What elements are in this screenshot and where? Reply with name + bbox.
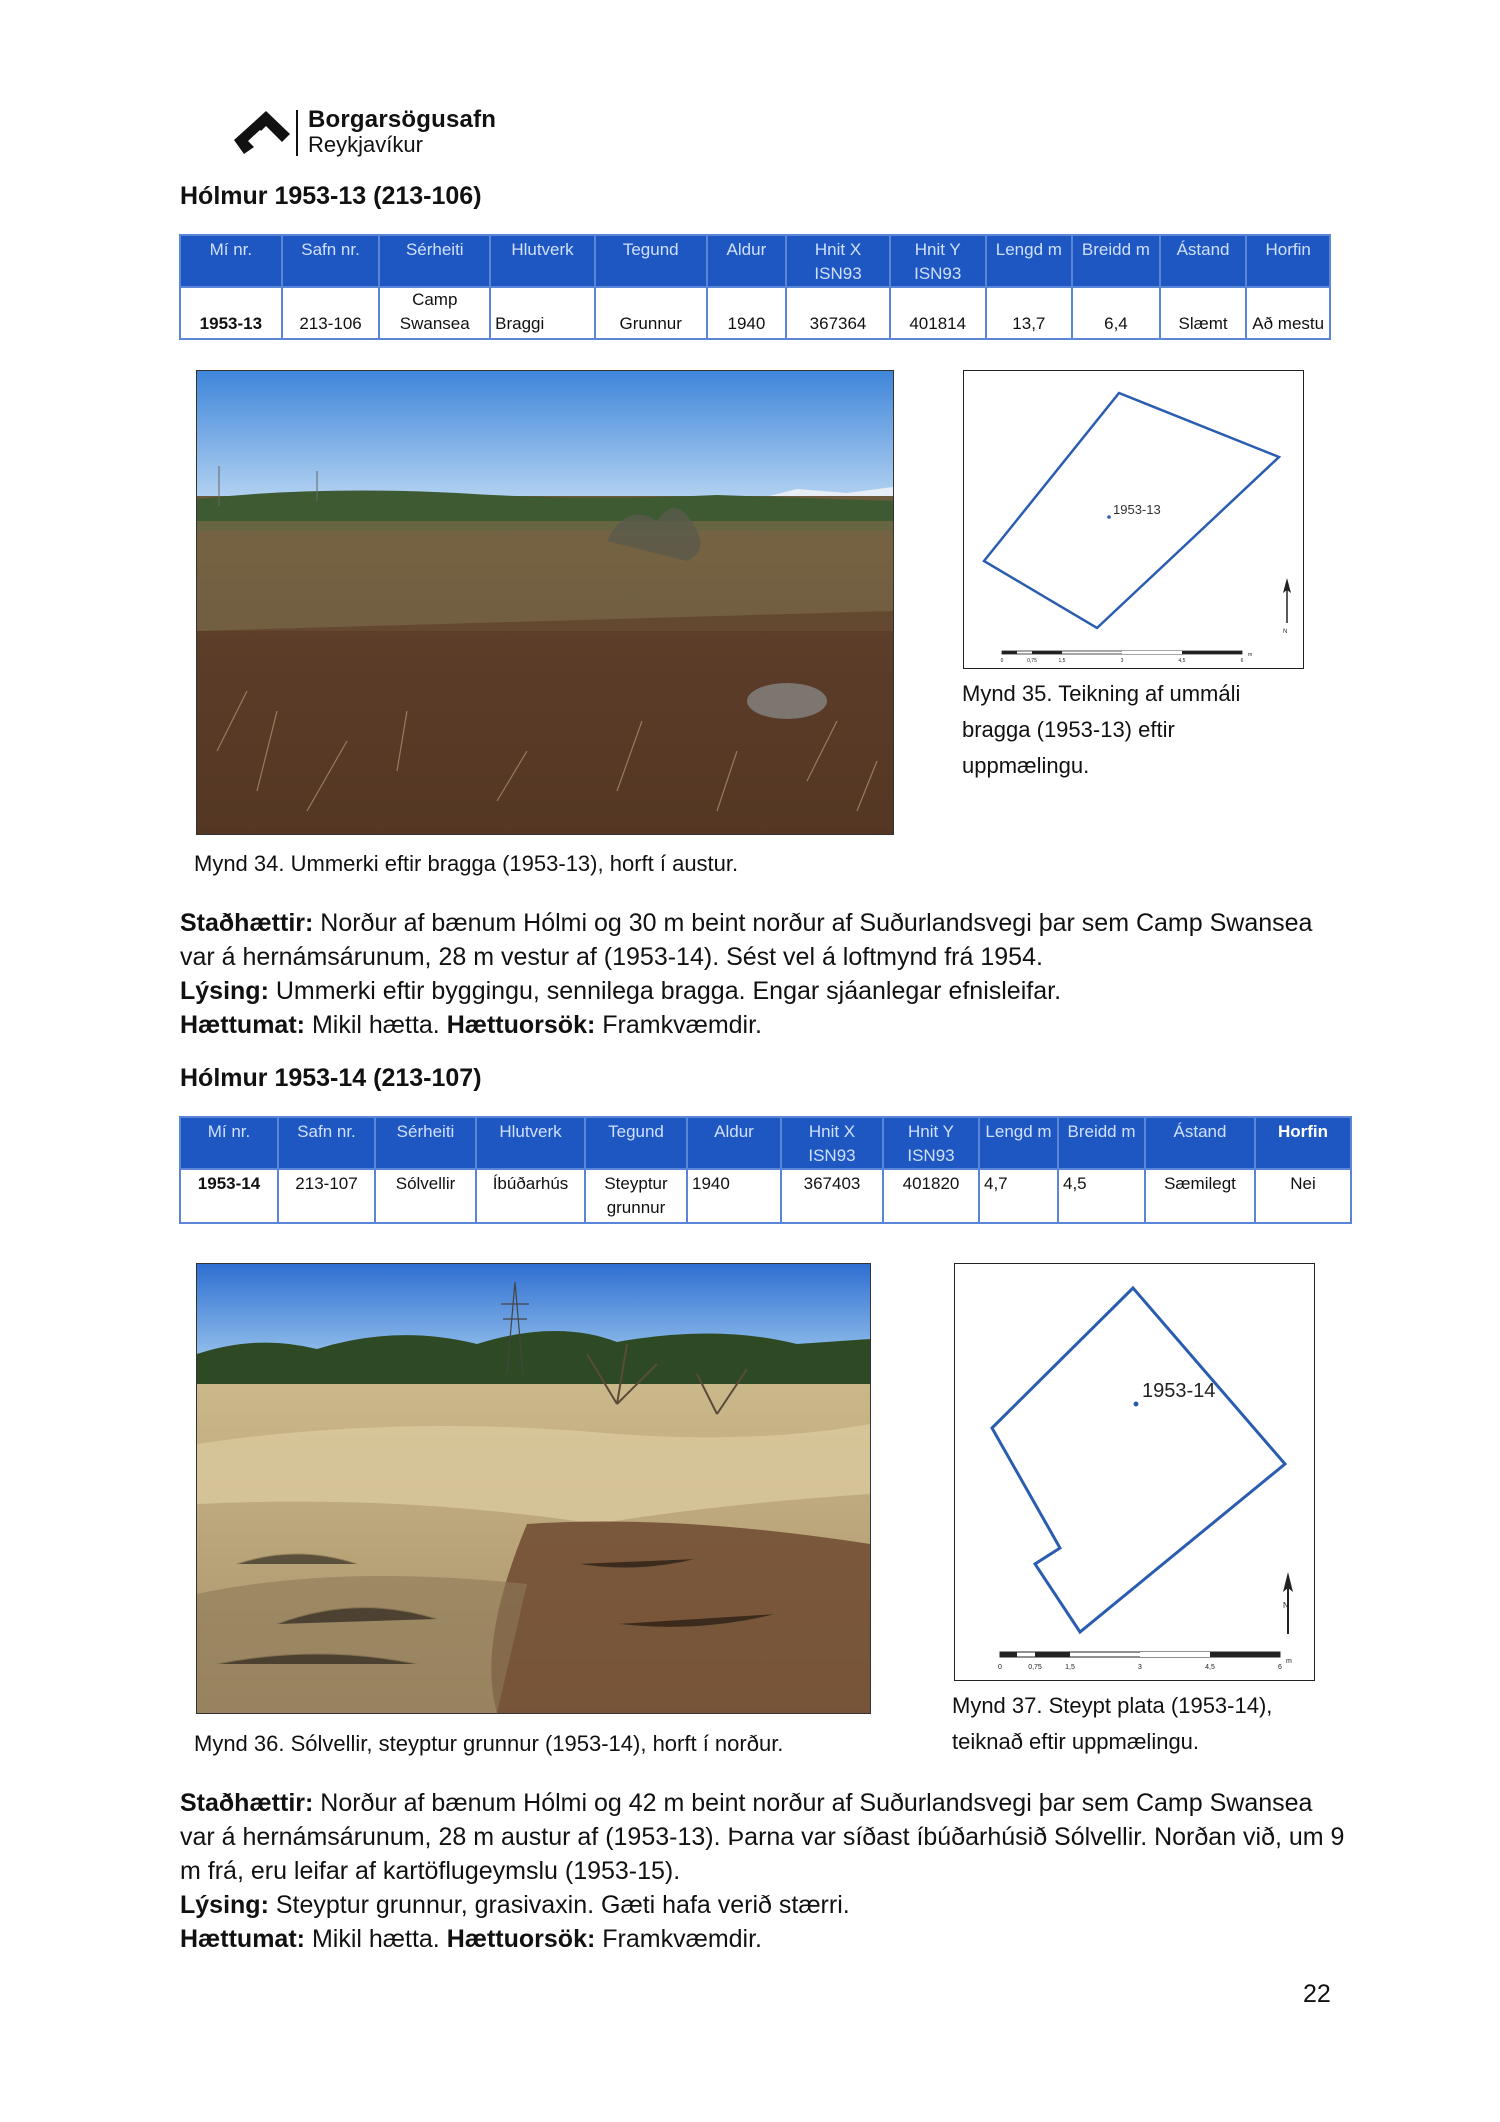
plan-point-label: 1953-13 — [1113, 502, 1161, 517]
cell-safn-nr: 213-107 — [278, 1169, 375, 1223]
col-header: Safn nr. — [278, 1117, 375, 1169]
cell-breidd: 6,4 — [1072, 287, 1160, 339]
col-header: Hnit X ISN93 — [781, 1117, 883, 1169]
cell-mi-nr: 1953-14 — [180, 1169, 278, 1223]
building-outline-drawing — [955, 1264, 1314, 1680]
scale-tick-label: 6 — [1240, 658, 1244, 664]
register-table-1953-14 — [179, 1116, 1352, 1224]
building-outline-drawing — [964, 371, 1303, 668]
col-header: Hlutverk — [490, 235, 595, 287]
section-heading-1953-14: Hólmur 1953-14 (213-107) — [180, 1064, 482, 1092]
table-row — [180, 1169, 1351, 1223]
col-header: Ástand — [1160, 235, 1247, 287]
col-header: Ástand — [1145, 1117, 1255, 1169]
logo-mountain-icon — [232, 110, 290, 154]
haettumat-paragraph: Hættumat: Mikil hætta. Hættuorsök: Framkvæmdir. — [180, 1925, 762, 1953]
scale-tick-label: 4,5 — [1205, 1664, 1215, 1671]
scale-tick-label: 0,75 — [1028, 1664, 1042, 1671]
logo-title: Borgarsögusafn — [308, 106, 497, 133]
photo-caption-36: Mynd 36. Sólvellir, steyptur grunnur (1953-14), horft í norður. — [194, 1731, 784, 1756]
plan-drawing-1953-14 — [954, 1263, 1315, 1681]
col-header: Tegund — [595, 235, 707, 287]
cell-hnit-y: 401814 — [890, 287, 986, 339]
col-header: Lengd m — [979, 1117, 1058, 1169]
cell-horfin: Nei — [1255, 1169, 1351, 1223]
cell-breidd: 4,5 — [1058, 1169, 1145, 1223]
photo-solvellir — [196, 1263, 871, 1714]
cell-hnit-x: 367364 — [786, 287, 890, 339]
plan-drawing-1953-13 — [963, 370, 1304, 669]
cell-hnit-y: 401820 — [883, 1169, 979, 1223]
col-header: Breidd m — [1072, 235, 1160, 287]
logo-subtitle: Reykjavíkur — [308, 132, 423, 157]
lysing-paragraph: Lýsing: Ummerki eftir byggingu, sennilega bragga. Engar sjáanlegar efnisleifar. — [180, 977, 1062, 1005]
cell-horfin: Að mestu — [1246, 287, 1330, 339]
plan-caption-35: Mynd 35. Teikning af ummáli bragga (1953-13) eftir uppmælingu. — [962, 681, 1241, 778]
col-header: Mí nr. — [180, 1117, 278, 1169]
haettumat-paragraph: Hættumat: Mikil hætta. Hættuorsök: Framkvæmdir. — [180, 1011, 762, 1039]
description-1953-13 — [180, 906, 1350, 1042]
scale-bar — [1002, 651, 1242, 654]
cell-safn-nr: 213-106 — [282, 287, 380, 339]
col-header: Horfin — [1255, 1117, 1351, 1169]
col-header: Tegund — [585, 1117, 687, 1169]
col-header: Mí nr. — [180, 235, 282, 287]
col-header: Lengd m — [986, 235, 1073, 287]
cell-hlutverk: Íbúðarhús — [476, 1169, 585, 1223]
cell-serheiti: Camp Swansea — [379, 287, 490, 339]
cell-serheiti: Sólvellir — [375, 1169, 476, 1223]
col-header: Sérheiti — [379, 235, 490, 287]
north-arrow-icon — [1283, 1572, 1293, 1634]
section-heading-1953-13: Hólmur 1953-13 (213-106) — [180, 182, 482, 210]
scale-tick-label: 0 — [1000, 658, 1004, 664]
col-header: Breidd m — [1058, 1117, 1145, 1169]
table-header-row — [180, 1117, 1351, 1169]
scale-tick-label: 3 — [1120, 658, 1124, 664]
col-header: Hnit X ISN93 — [786, 235, 890, 287]
lysing-paragraph: Lýsing: Steyptur grunnur, grasivaxin. Gæti hafa verið stærri. — [180, 1891, 850, 1919]
cell-aldur: 1940 — [687, 1169, 781, 1223]
scale-tick-label: 6 — [1278, 1664, 1282, 1671]
museum-logo — [232, 104, 512, 160]
col-header: Sérheiti — [375, 1117, 476, 1169]
svg-text:N: N — [1283, 1601, 1289, 1610]
logo-divider — [296, 110, 298, 156]
col-header: Aldur — [707, 235, 787, 287]
cell-astand: Sæmilegt — [1145, 1169, 1255, 1223]
plan-point-label: 1953-14 — [1142, 1380, 1216, 1402]
scale-tick-label: 0 — [998, 1664, 1002, 1671]
col-header: Hnit Y ISN93 — [883, 1117, 979, 1169]
landscape-photo-east — [197, 371, 893, 834]
scale-unit-label: m — [1248, 652, 1253, 658]
scale-bar — [1000, 1652, 1280, 1657]
stadhaettir-paragraph: Staðhættir: Norður af bænum Hólmi og 30 m beint norður af Suðurlandsvegi þar sem Camp Swansea var á hernámsárunum, 28 m vestur af (1953-14). Sést vel á loftmynd frá 1954. — [180, 909, 1313, 971]
cell-hlutverk: Braggi — [490, 287, 595, 339]
scale-tick-label: 1,5 — [1058, 658, 1066, 664]
photo-caption-34: Mynd 34. Ummerki eftir bragga (1953-13), horft í austur. — [194, 851, 739, 876]
table-header-row — [180, 235, 1330, 287]
cell-lengd: 13,7 — [986, 287, 1073, 339]
cell-hnit-x: 367403 — [781, 1169, 883, 1223]
scale-tick-label: 3 — [1138, 1664, 1142, 1671]
col-header: Aldur — [687, 1117, 781, 1169]
scale-tick-label: 0,75 — [1027, 658, 1037, 664]
photo-ummerki-bragga — [196, 370, 894, 835]
cell-tegund: Grunnur — [595, 287, 707, 339]
col-header: Hlutverk — [476, 1117, 585, 1169]
cell-tegund: Steyptur grunnur — [585, 1169, 687, 1223]
scale-unit-label: m — [1286, 1658, 1292, 1665]
cell-lengd: 4,7 — [979, 1169, 1058, 1223]
landscape-photo-north — [197, 1264, 870, 1713]
description-1953-14 — [180, 1786, 1350, 1956]
cell-mi-nr: 1953-13 — [180, 287, 282, 339]
scale-tick-label: 4,5 — [1178, 658, 1186, 664]
cell-aldur: 1940 — [707, 287, 787, 339]
svg-text:N: N — [1283, 629, 1288, 635]
table-row — [180, 287, 1330, 339]
north-arrow-icon — [1283, 578, 1291, 635]
stadhaettir-paragraph: Staðhættir: Norður af bænum Hólmi og 42 m beint norður af Suðurlandsvegi þar sem Camp Swansea var á hernámsárunum, 28 m austur af (1953-13). Þarna var síðast íbúðarhúsið Sólvellir. Norðan við, um 9 m frá, eru leifar af kartöflugeymslu (1953-15). — [180, 1789, 1345, 1885]
register-table-1953-13 — [179, 234, 1331, 340]
cell-astand: Slæmt — [1160, 287, 1247, 339]
col-header: Hnit Y ISN93 — [890, 235, 986, 287]
page-number: 22 — [1303, 1980, 1331, 2008]
col-header: Horfin — [1246, 235, 1330, 287]
col-header: Safn nr. — [282, 235, 380, 287]
scale-tick-label: 1,5 — [1065, 1664, 1075, 1671]
plan-caption-37: Mynd 37. Steypt plata (1953-14), teiknað eftir uppmælingu. — [952, 1693, 1273, 1754]
